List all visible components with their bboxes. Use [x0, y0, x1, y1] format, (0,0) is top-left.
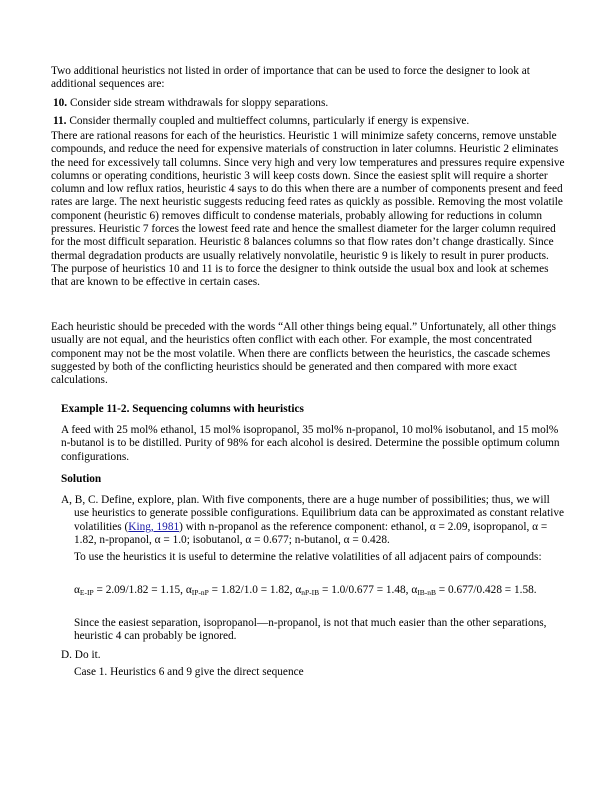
- heuristic-text: Consider thermally coupled and multieffect columns, particularly if energy is expensive.: [69, 115, 470, 127]
- heuristic-number: 11.: [53, 115, 67, 127]
- relative-volatility-intro: To use the heuristics it is useful to determine the relative volatilities of all adjacent pairs of compounds:: [74, 551, 542, 563]
- example-problem: A feed with 25 mol% ethanol, 15 mol% isopropanol, 35 mol% n-propanol, 10 mol% isobutanol, and 15 mol% n-butanol is to be distilled. Purity of 98% for each alcohol is desired. Determine the possible optimum column configurations.: [61, 424, 560, 463]
- heuristic-11: [53, 115, 568, 128]
- do-it-step: D. Do it.: [61, 649, 101, 661]
- solution-heading: Solution: [61, 473, 102, 485]
- king-1981-citation-link[interactable]: King, 1981: [128, 520, 180, 533]
- heuristic-number: 10.: [53, 97, 68, 109]
- heuristic-text: Consider side stream withdrawals for sloppy separations.: [69, 97, 329, 109]
- alpha-symbol: α: [74, 584, 80, 596]
- abc-text-cont: ) with n-propanol as the reference component: ethanol, α = 2.09, isopropanol, α = 1.82, n-propanol, α = 1.0; isobutanol, α = 0.677; n-butanol, α = 0.428.: [74, 520, 548, 546]
- alpha-expr: = 0.677/0.428 = 1.58.: [435, 584, 537, 596]
- all-equal-paragraph: Each heuristic should be preceded with the words “All other things being equal.” Unfortunately, all other things usually are not equal, and the heuristics often conflict with each other. For example, the most concentrated component may not be the most volatile. When there are conflicts between the heuristics, the cascade schemes suggested by both of the conflicting heuristics should be generated and then compared with more exact calculations.: [51, 321, 556, 387]
- alpha-symbol: α: [185, 584, 192, 596]
- reasons-paragraph: There are rational reasons for each of the heuristics. Heuristic 1 will minimize safety concerns, remove unstable compounds, and reduce the need for expensive materials of construction in later columns. Heuristic 2 eliminates the need for excessively tall columns. Since very high and very low temperatures and pressures require expensive columns or operating conditions, heuristic 3 will keep costs down. Since the easiest split will require a shorter column and low reflux ratios, heuristic 4 says to do this when there are a number of components present and feed rates are large. The next heuristic suggests reducing feed rates as quickly as possible. Removing the most volatile component (heuristic 6) removes difficult to condense materials, probably allowing for reductions in column pressures. Heuristic 7 forces the lowest feed rate and hence the smallest diameter for the larger column required for the most difficult separation. Heuristic 8 balances columns so that flow rates don’t change drastically. Since thermal degradation products are usually relatively nonvolatile, heuristic 9 is likely to result in purer products. The purpose of heuristics 10 and 11 is to force the designer to think outside the usual box and look at schemes that are known to be effective in certain cases.: [51, 130, 565, 289]
- alpha-subscript: nP-IB: [301, 588, 320, 597]
- example-title: Example 11-2. Sequencing columns with heuristics: [61, 403, 304, 415]
- alpha-expr: = 1.82/1.0 = 1.82,: [208, 584, 296, 596]
- case-1-line: Case 1. Heuristics 6 and 9 give the direct sequence: [74, 666, 304, 678]
- alpha-subscript: E-IP: [79, 588, 94, 597]
- alpha-symbol: α: [411, 584, 418, 596]
- alpha-equations: [74, 584, 566, 597]
- easiest-separation-paragraph: Since the easiest separation, isopropanol—n-propanol, is not that much easier than the other separations, heuristic 4 can probably be ignored.: [74, 617, 547, 643]
- alpha-expr: = 2.09/1.82 = 1.15,: [93, 584, 186, 596]
- heuristic-10: [53, 97, 568, 110]
- alpha-subscript: IP-nP: [191, 588, 209, 597]
- abc-paragraph: [61, 494, 566, 547]
- alpha-subscript: IB-nB: [417, 588, 436, 597]
- alpha-symbol: α: [295, 584, 302, 596]
- abc-text: A, B, C. Define, explore, plan. With five components, there are a huge number of possibilities; thus, we will use heuristics to generate possible configurations. Equilibrium data can be approximated as constant relative volatilities (: [61, 494, 565, 533]
- alpha-expr: = 1.0/0.677 = 1.48,: [319, 584, 412, 596]
- intro-paragraph: Two additional heuristics not listed in order of importance that can be used to force the designer to look at additional sequences are:: [51, 65, 530, 91]
